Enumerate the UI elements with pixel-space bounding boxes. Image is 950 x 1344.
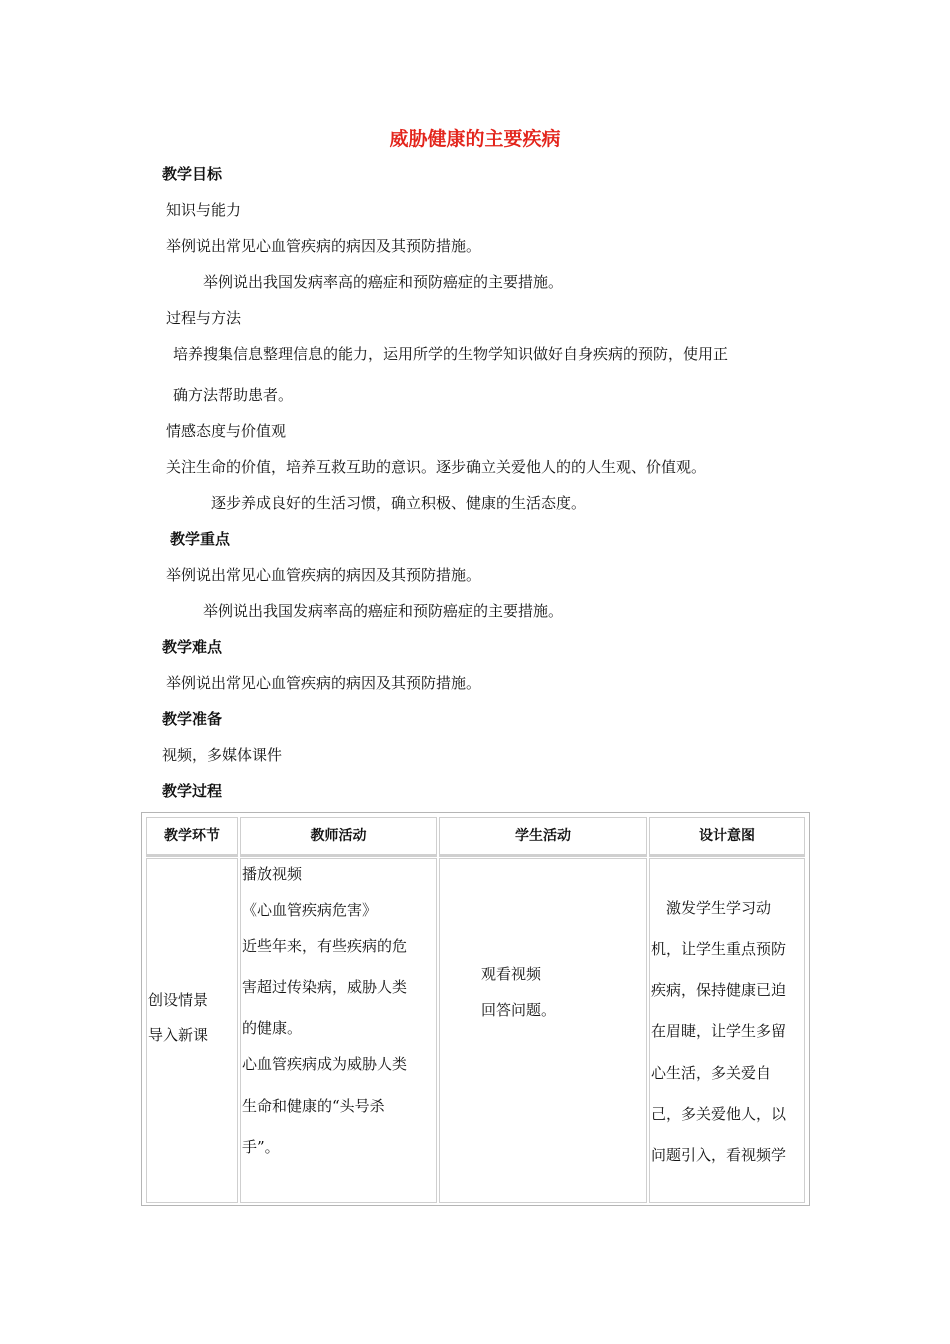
- header-student-activity: 学生活动: [439, 817, 647, 857]
- cell-design-intent: [649, 858, 805, 1203]
- teacher-line: 害超过传染病，威胁人类: [242, 978, 408, 996]
- cell-student-activity: [439, 858, 647, 1203]
- student-line: 回答问题。: [481, 1001, 557, 1019]
- header-design-intent: 设计意图: [649, 817, 805, 857]
- teacher-line: 播放视频: [242, 865, 303, 883]
- key-point-1: 举例说出常见心血管疾病的病因及其预防措施。: [166, 566, 482, 584]
- emotion-item-1: 关注生命的价值，培养互救互助的意识。逐步确立关爱他人的的人生观、价值观。: [166, 458, 707, 476]
- cell-teacher-activity: [240, 858, 437, 1203]
- student-line: 观看视频: [481, 965, 542, 983]
- key-points-heading: 教学重点: [170, 530, 231, 548]
- process-heading: 过程与方法: [166, 309, 242, 327]
- intent-line: 机，让学生重点预防: [651, 940, 787, 958]
- key-point-2: 举例说出我国发病率高的癌症和预防癌症的主要措施。: [203, 602, 564, 620]
- emotion-heading: 情感态度与价值观: [166, 422, 287, 440]
- intent-line: 疾病，保持健康已迫: [651, 981, 787, 999]
- emotion-item-2: 逐步养成良好的生活习惯，确立积极、健康的生活态度。: [211, 494, 587, 512]
- difficulty-item-1: 举例说出常见心血管疾病的病因及其预防措施。: [166, 674, 482, 692]
- process-item-line-2: 确方法帮助患者。: [173, 386, 294, 404]
- difficulty-heading: 教学难点: [162, 638, 223, 656]
- teacher-line: 手”。: [242, 1138, 280, 1156]
- knowledge-item-1: 举例说出常见心血管疾病的病因及其预防措施。: [166, 237, 482, 255]
- procedure-heading: 教学过程: [162, 782, 223, 800]
- stage-line: 导入新课: [148, 1026, 209, 1044]
- teacher-line: 《心血管疾病危害》: [242, 901, 378, 919]
- teacher-line: 心血管疾病成为威胁人类: [242, 1055, 408, 1073]
- stage-line: 创设情景: [148, 991, 209, 1009]
- teacher-line: 生命和健康的“头号杀: [242, 1097, 385, 1115]
- intent-line: 在眉睫，让学生多留: [651, 1022, 787, 1040]
- intent-line: 激发学生学习动: [666, 899, 772, 917]
- teaching-process-table: [141, 812, 810, 1206]
- cell-stage: [146, 858, 238, 1203]
- knowledge-item-2: 举例说出我国发病率高的癌症和预防癌症的主要措施。: [203, 273, 564, 291]
- header-teacher-activity: 教师活动: [240, 817, 437, 857]
- intent-line: 己，多关爱他人，以: [651, 1105, 787, 1123]
- process-item-line-1: 培养搜集信息整理信息的能力，运用所学的生物学知识做好自身疾病的预防，使用正: [173, 345, 729, 363]
- header-stage: 教学环节: [146, 817, 238, 857]
- knowledge-heading: 知识与能力: [166, 201, 242, 219]
- preparation-heading: 教学准备: [162, 710, 223, 728]
- objectives-heading: 教学目标: [162, 165, 223, 183]
- teacher-line: 的健康。: [242, 1019, 303, 1037]
- intent-line: 问题引入，看视频学: [651, 1146, 787, 1164]
- intent-line: 心生活，多关爱自: [651, 1064, 772, 1082]
- teacher-line: 近些年来，有些疾病的危: [242, 937, 408, 955]
- preparation-item-1: 视频，多媒体课件: [162, 746, 283, 764]
- page-title: 威胁健康的主要疾病: [389, 128, 561, 150]
